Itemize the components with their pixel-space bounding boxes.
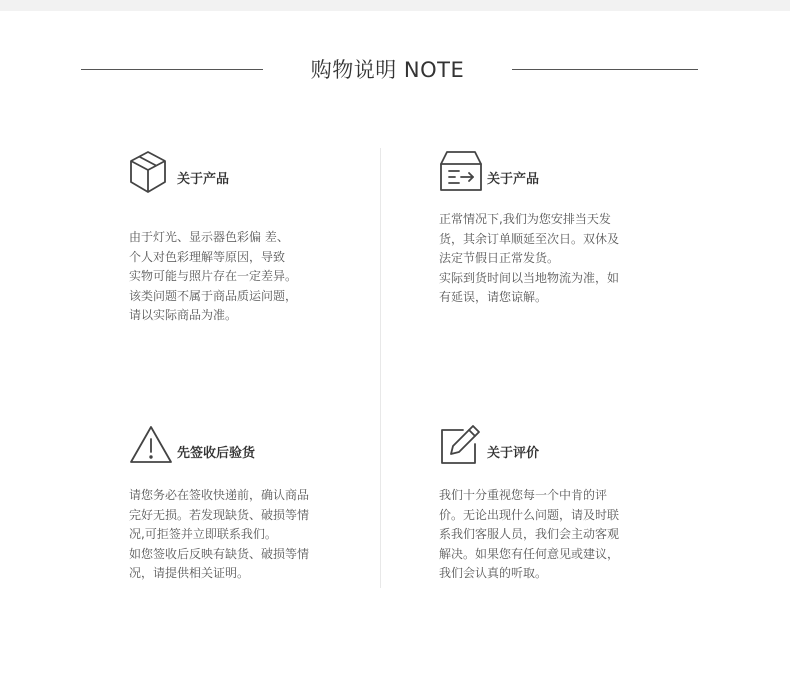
warning-icon [129,424,173,466]
page-title: 购物说明 NOTE [310,58,465,82]
text-line: 请以实际商品为准。 [129,308,238,322]
text-line: 我们十分重视您每一个中肯的评 [439,488,608,502]
text-line: 系我们客服人员，我们会主动客观 [439,527,620,541]
text-line: 正常情况下,我们为您安排当天发 [439,212,611,226]
block-header [129,424,344,472]
text-line: 完好无损。若发现缺货、破损等情 [129,507,310,522]
text-line: 况，请提供相关证明。 [129,566,250,580]
text-line: 价。无论出现什么问题，请及时联 [439,507,620,522]
text-line: 况,可拒签并立即联系我们。 [129,527,277,541]
text-line: 解决。如果您有任何意见或建议， [439,546,620,561]
text-line: 有延误，请您谅解。 [439,290,548,304]
block-text [439,210,654,308]
text-line: 个人对色彩理解等原因，导致 [129,249,286,264]
text-line: 实物可能与照片存在一定差异。 [129,269,298,283]
section-header [0,50,790,90]
block-text [439,486,654,584]
notice-block-review [439,424,654,584]
text-line: 如您签收后反映有缺货、破损等情 [129,546,310,561]
block-header [129,150,344,198]
block-header [439,150,654,198]
cube-icon [129,150,167,194]
edit-icon [439,424,481,466]
block-text [129,228,344,326]
text-line: 实际到货时间以当地物流为准，如 [439,270,620,285]
title-rule-right [512,69,698,70]
title-rule-left [81,69,263,70]
text-line: 请您务必在签收快递前，确认商品 [129,488,310,502]
notice-block-inspection [129,424,344,584]
text-line: 由于灯光、显示器色彩偏 差、 [129,230,289,244]
block-title: 关于产品 [487,172,540,187]
notice-block-product-color [129,150,344,326]
block-text [129,486,344,584]
block-title: 关于评价 [487,446,540,461]
column-divider [380,148,381,588]
block-header [439,424,654,472]
block-title: 先签收后验货 [177,446,256,461]
text-line: 该类问题不属于商品质运问题， [129,288,298,303]
top-strip [0,0,790,11]
shipping-box-icon [439,150,483,192]
block-title: 关于产品 [177,172,230,187]
text-line: 货，其余订单顺延至次日。双休及 [439,231,620,246]
text-line: 法定节假日正常发货。 [439,251,560,265]
notice-block-shipping [439,150,654,308]
text-line: 我们会认真的听取。 [439,566,548,580]
